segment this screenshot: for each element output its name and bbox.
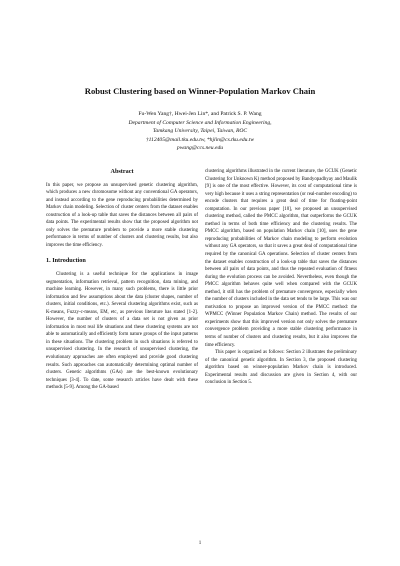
- left-column: [46, 168, 198, 392]
- intro-heading: 1. Introduction: [46, 257, 86, 265]
- author-emails: †112405@mail.tku.edu.tw, *hjlin@cs.tku.edu.tw: [145, 136, 255, 143]
- right-column: [205, 168, 357, 387]
- author-university: Tamkang University, Taipei, Taiwan, ROC: [152, 128, 248, 135]
- paper-title: Robust Clustering based on Winner-Population Markov Chain: [84, 86, 316, 96]
- intro-continued-paragraph: clustering algorithms illustrated in the current literature, the GCUK (Genetic Clustering for Unknown K) method proposed by Bandyopadhyay and Maulik [9] is one of the most effective. However, its cost of computational time is very high because it uses a string representation (or real-number encoding) to encode clusters that requires a great deal of time for floating-point computation. In our previous paper [10], we proposed an unsupervised clustering method, called the PMCC algorithm, that outperforms the GCUK method in terms of both time efficiency and the clustering results. The PMCC algorithm, based on population Markov chain [10], uses the gene reproducing probabilities of Markov chain modeling to perform evolution without any GA operators, so that it saves a great deal of computational time required by the canonical GA operations. Selection of cluster centers from the dataset enables construction of a look-up table that saves the distances between all pairs of data points, and thus the repeated evaluation of fitness during the evolution process can be avoided. Nevertheless, even though the PMCC algorithm behaves quite well when compared with the GCUK method, it still has the problem of premature convergence, especially when the number of clusters included in the data set tends to be large. This was our motivation to propose an improved version of the PMCC method: the WPMCC (Winner Population Markov Chain) method. The results of our experiments show that this improved version not only solves the premature convergence problem providing a more stable clustering performance in terms of number of clusters and clustering results, but it also improves the time efficiency.: [205, 169, 357, 348]
- abstract-text: In this paper, we propose an unsupervised genetic clustering algorithm, which produces a new chromosome without any conventional GA operators, and instead according to the gene reproducing probabilities determined by Markov chain modeling. Selection of cluster centers from the dataset enables construction of a look-up table that saves the distances between all pairs of data points. The experimental results show that the proposed algorithm not only solves the premature problem to provide a more stable clustering performance in terms of number of clusters and clustering results, but also improves the time efficiency.: [46, 182, 198, 248]
- author-email-2: pwang@ccs.neu.edu: [176, 145, 224, 152]
- abstract-heading: Abstract: [110, 168, 134, 175]
- page-number: 1: [198, 541, 202, 546]
- author-names: Fu-Wen Yang†, Hwei-Jen Lin*, and Patrick S. P. Wang: [138, 111, 262, 117]
- organization-paragraph: This paper is organized as follows: Section 2 illustrates the preliminary of the canonical genetic algorithm. In Section 3, the proposed clustering algorithm based on winner-population Markov chain is introduced. Experimental results and discussion are given in Section 4, with our conclusion in Section 5.: [205, 350, 357, 386]
- intro-paragraph: Clustering is a useful technique for the applications in image segmentation, information retrieval, pattern recognition, data mining, and machine learning. However, in many such problems, there is little prior information and few assumptions about the data (cluster shapes, number of clusters, initial conditions, etc.). Several clustering algorithms exist, such as K-means, Fuzzy-c-means, EM, etc, as previous literature has stated [1-2]. However, the number of clusters of a data set is not given as prior information in most real life situations and these clustering systems are not able to automatically and efficiently form nature groups of the input patterns in these situations. The clustering problem in such situations is referred to unsupervised clustering. In the research of unsupervised clustering, the evolutionary approaches are often employed and provide good clustering results. Such approaches can automatically determining optimal number of clusters. Genetic algorithms (GAs) are the best-known evolutionary techniques [3-4]. To date, some research articles have dealt with these methods [5-9]. Among the GA-based: [46, 272, 198, 391]
- author-department: Department of Computer Science and Information Engineering,: [128, 119, 272, 126]
- author-block: [0, 110, 400, 153]
